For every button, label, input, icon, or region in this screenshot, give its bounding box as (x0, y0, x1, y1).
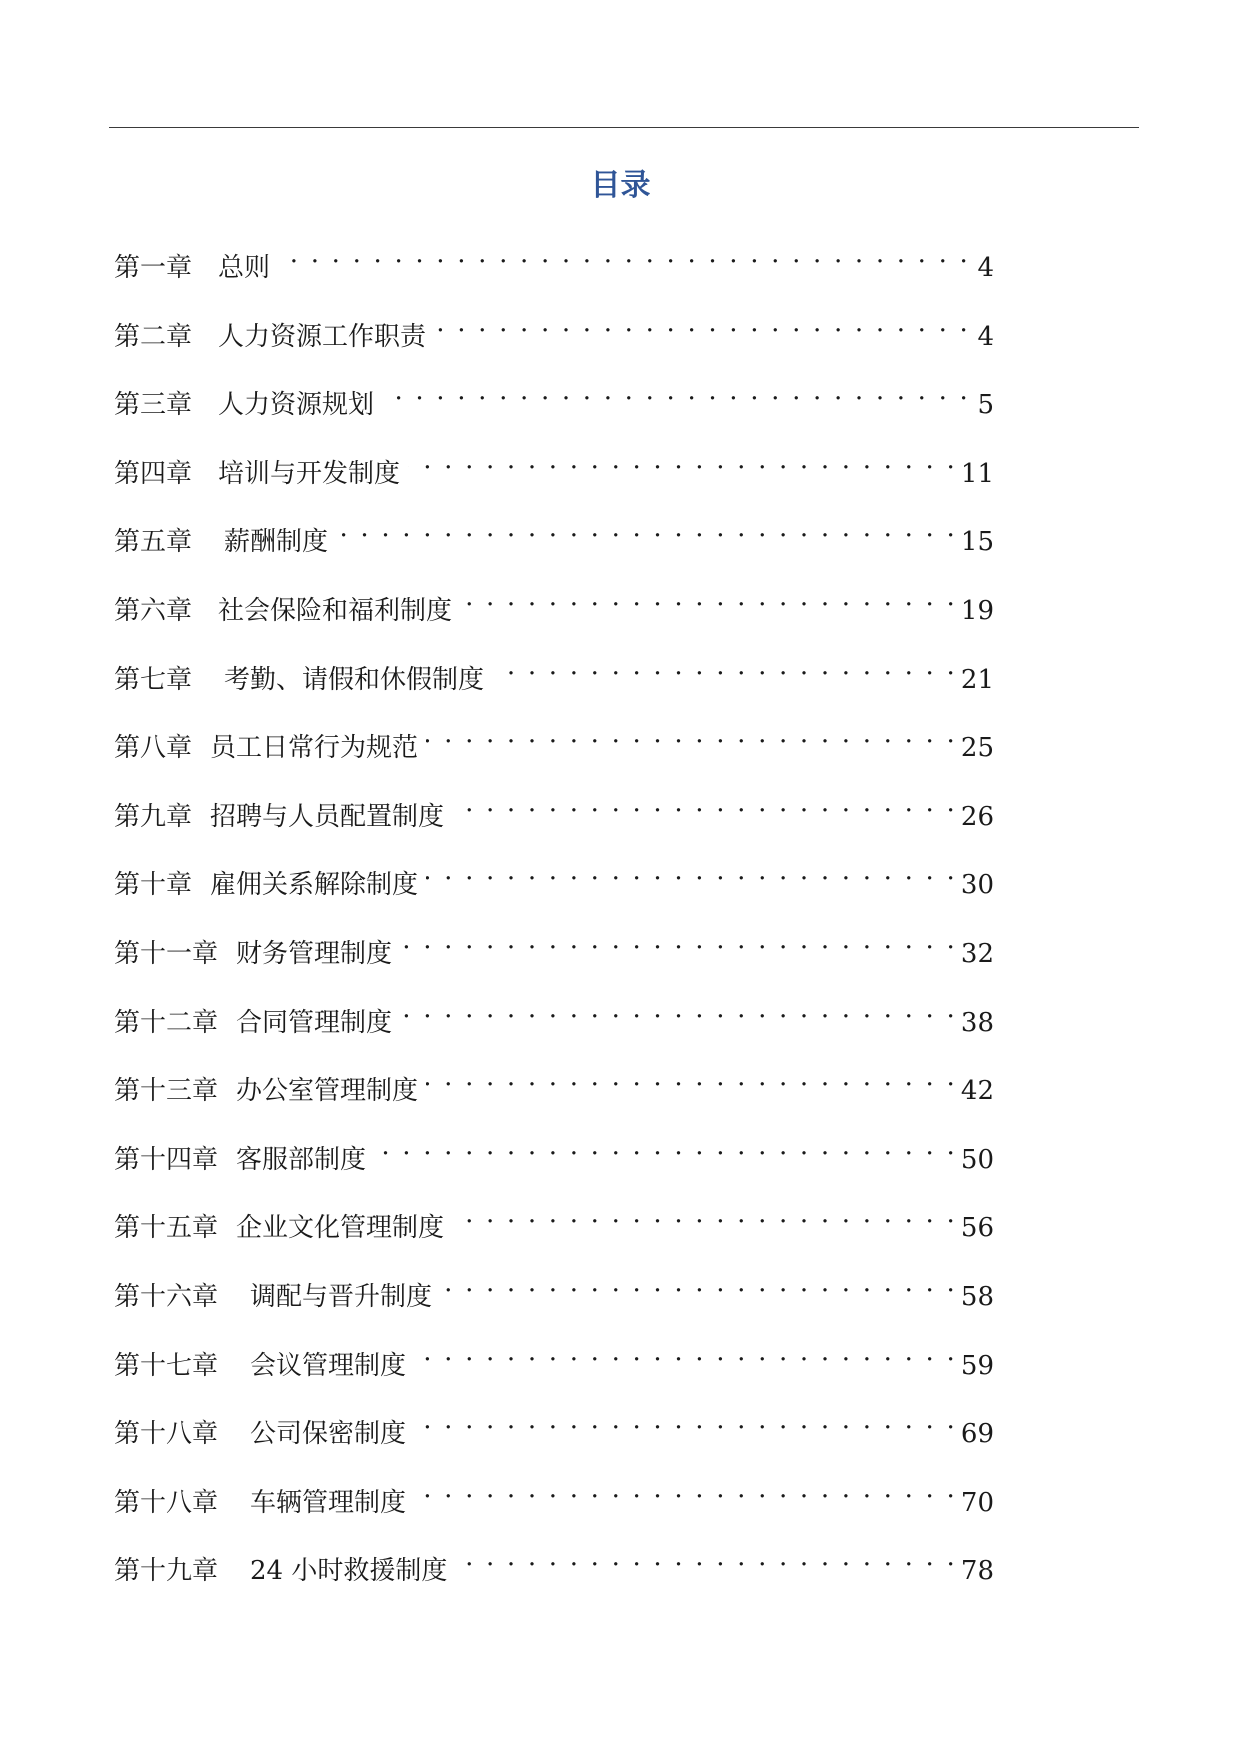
toc-chapter-label: 第十九章 (114, 1556, 219, 1587)
toc-entry[interactable] (114, 918, 994, 987)
toc-dot-leader (408, 438, 957, 482)
toc-dot-leader (434, 301, 970, 345)
toc-list (114, 232, 994, 1604)
toc-dot-leader (400, 987, 957, 1031)
toc-dot-leader (426, 849, 957, 893)
toc-dot-leader (426, 1055, 957, 1099)
toc-dot-leader (374, 1124, 957, 1168)
toc-chapter-name: 合同管理制度 (236, 1007, 393, 1038)
toc-page-number: 4 (977, 321, 994, 352)
toc-chapter-label: 第三章 (114, 390, 193, 421)
toc-dot-leader (278, 232, 970, 276)
toc-entry[interactable] (114, 1398, 994, 1467)
toc-chapter-name: 调配与晋升制度 (250, 1281, 433, 1312)
toc-page-number: 32 (960, 938, 994, 969)
toc-chapter-name: 财务管理制度 (236, 938, 393, 969)
toc-chapter-name: 考勤、请假和休假制度 (224, 664, 485, 695)
toc-page-number: 42 (960, 1076, 994, 1107)
toc-title: 目录 (590, 168, 651, 203)
toc-page-number: 21 (960, 664, 994, 695)
toc-dot-leader (414, 1330, 957, 1374)
toc-page-number: 78 (960, 1556, 994, 1587)
toc-chapter-label: 第十八章 (114, 1419, 219, 1450)
toc-page-number: 59 (960, 1350, 994, 1381)
toc-chapter-name: 办公室管理制度 (236, 1076, 419, 1107)
toc-chapter-label: 第八章 (114, 733, 193, 764)
toc-chapter-name: 培训与开发制度 (218, 458, 401, 489)
toc-dot-leader (455, 1535, 957, 1579)
toc-entry[interactable] (114, 369, 994, 438)
toc-dot-leader (400, 918, 957, 962)
toc-chapter-label: 第五章 (114, 527, 193, 558)
toc-chapter-label: 第十八章 (114, 1487, 219, 1518)
toc-page-number: 56 (960, 1213, 994, 1244)
toc-entry[interactable] (114, 1124, 994, 1193)
toc-dot-leader (336, 506, 957, 550)
toc-page-number: 50 (960, 1144, 994, 1175)
toc-entry[interactable] (114, 506, 994, 575)
toc-page-number: 19 (960, 595, 994, 626)
toc-entry[interactable] (114, 849, 994, 918)
toc-dot-leader (426, 712, 957, 756)
toc-chapter-name: 客服部制度 (236, 1144, 367, 1175)
toc-chapter-label: 第十章 (114, 870, 193, 901)
toc-chapter-label: 第十二章 (114, 1007, 219, 1038)
toc-chapter-name: 薪酬制度 (224, 527, 329, 558)
toc-chapter-name: 车辆管理制度 (250, 1487, 407, 1518)
toc-page-number: 4 (977, 253, 994, 283)
toc-page-number: 38 (960, 1007, 994, 1038)
toc-chapter-label: 第十一章 (114, 938, 219, 969)
toc-entry[interactable] (114, 1535, 994, 1604)
toc-entry[interactable] (114, 232, 994, 301)
toc-chapter-label: 第四章 (114, 458, 193, 489)
toc-chapter-name: 招聘与人员配置制度 (210, 801, 445, 832)
toc-chapter-name: 24 小时救援制度 (250, 1556, 448, 1587)
header-rule (109, 127, 1139, 128)
toc-chapter-name: 总则 (218, 253, 271, 283)
toc-chapter-name: 社会保险和福利制度 (218, 595, 453, 626)
toc-chapter-name: 会议管理制度 (250, 1350, 407, 1381)
toc-chapter-label: 第九章 (114, 801, 193, 832)
toc-chapter-label: 第十六章 (114, 1281, 219, 1312)
toc-chapter-label: 第六章 (114, 595, 193, 626)
toc-chapter-name: 人力资源工作职责 (218, 321, 427, 352)
toc-chapter-label: 第一章 (114, 253, 193, 283)
toc-chapter-label: 第二章 (114, 321, 193, 352)
toc-dot-leader (452, 1192, 957, 1236)
toc-dot-leader (382, 369, 970, 413)
toc-page-number: 15 (960, 527, 994, 558)
toc-dot-leader (460, 575, 957, 619)
toc-entry[interactable] (114, 1261, 994, 1330)
toc-entry[interactable] (114, 987, 994, 1056)
toc-dot-leader (492, 644, 957, 688)
toc-dot-leader (452, 781, 957, 825)
toc-page-number: 30 (960, 870, 994, 901)
toc-page-number: 26 (960, 801, 994, 832)
toc-page-number: 11 (960, 458, 994, 489)
toc-entry[interactable] (114, 1192, 994, 1261)
toc-dot-leader (414, 1467, 957, 1511)
toc-page-number: 70 (960, 1487, 994, 1518)
toc-entry[interactable] (114, 438, 994, 507)
toc-chapter-label: 第七章 (114, 664, 193, 695)
toc-chapter-name: 雇佣关系解除制度 (210, 870, 419, 901)
toc-page-number: 5 (977, 390, 994, 421)
toc-entry[interactable] (114, 1330, 994, 1399)
toc-dot-leader (414, 1398, 957, 1442)
toc-page-number: 25 (960, 733, 994, 764)
toc-entry[interactable] (114, 301, 994, 370)
toc-chapter-label: 第十五章 (114, 1213, 219, 1244)
toc-chapter-name: 人力资源规划 (218, 390, 375, 421)
toc-page-number: 69 (960, 1419, 994, 1450)
toc-chapter-name: 公司保密制度 (250, 1419, 407, 1450)
toc-page-number: 58 (960, 1281, 994, 1312)
toc-chapter-name: 员工日常行为规范 (210, 733, 419, 764)
toc-entry[interactable] (114, 1055, 994, 1124)
toc-dot-leader (440, 1261, 957, 1305)
toc-chapter-label: 第十四章 (114, 1144, 219, 1175)
toc-entry[interactable] (114, 1467, 994, 1536)
toc-entry[interactable] (114, 712, 994, 781)
toc-entry[interactable] (114, 575, 994, 644)
toc-chapter-label: 第十三章 (114, 1076, 219, 1107)
toc-chapter-name: 企业文化管理制度 (236, 1213, 445, 1244)
toc-entry[interactable] (114, 644, 994, 713)
toc-chapter-label: 第十七章 (114, 1350, 219, 1381)
toc-entry[interactable] (114, 781, 994, 850)
